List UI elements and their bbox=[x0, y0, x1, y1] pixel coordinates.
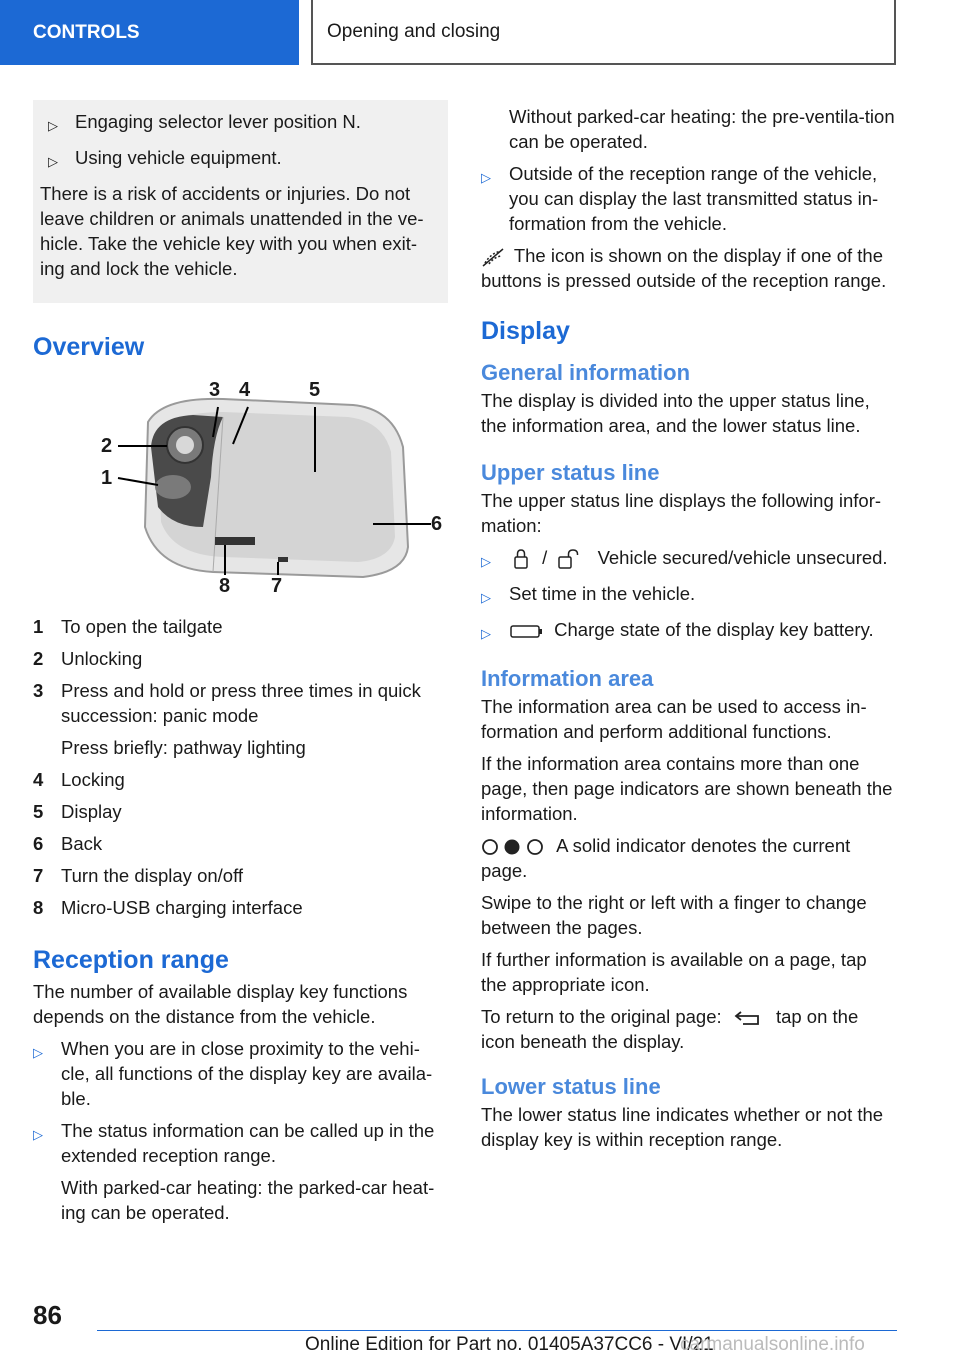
reception-text: The number of available display key functions depends on the distance from the vehicle. bbox=[33, 981, 408, 1027]
triangle-bullet-icon: ▷ bbox=[481, 554, 491, 569]
list-item: ▷ / Vehicle secured/vehicle unsecured. bbox=[481, 545, 896, 574]
overview-heading: Overview bbox=[33, 333, 145, 361]
list-item: ▷ When you are in close proximity to the vehi-cle, all functions of the display key are availa-ble. bbox=[33, 1038, 433, 1109]
list-item-note: Without parked-car heating: the pre-ventila-tion can be operated. bbox=[509, 106, 895, 152]
right-column bbox=[481, 100, 896, 1152]
figure-label: 3 bbox=[209, 379, 221, 401]
list-item: 6 Back bbox=[33, 833, 103, 854]
triangle-bullet-icon: ▷ bbox=[48, 118, 58, 133]
figure-label: 6 bbox=[431, 513, 443, 535]
reception-heading: Reception range bbox=[33, 946, 229, 974]
overview-list bbox=[33, 614, 448, 920]
section-tab: CONTROLS bbox=[0, 0, 299, 65]
display-key-illustration bbox=[63, 377, 463, 607]
general-heading: General information bbox=[481, 360, 691, 385]
figure-label: 4 bbox=[239, 379, 251, 401]
list-item-note: With parked-car heating: the parked-car heat-ing can be operated. bbox=[61, 1177, 435, 1223]
no-signal-note: The icon is shown on the display if one of the buttons is pressed outside of the reception range. bbox=[481, 245, 887, 291]
list-item: 8 Micro-USB charging interface bbox=[33, 897, 303, 918]
figure-label: 7 bbox=[271, 575, 283, 597]
lock-closed-icon bbox=[509, 548, 533, 570]
list-item-note: Press briefly: pathway lighting bbox=[61, 737, 306, 758]
battery-icon bbox=[509, 622, 545, 640]
lock-open-icon bbox=[556, 548, 588, 570]
triangle-bullet-icon: ▷ bbox=[33, 1127, 43, 1142]
warning-item: ▷ Using vehicle equipment. bbox=[40, 145, 440, 174]
list-item: 4 Locking bbox=[33, 769, 125, 790]
info-text: If further information is available on a page, tap the appropriate icon. bbox=[481, 949, 867, 995]
info-heading: Information area bbox=[481, 666, 654, 691]
page-indicators-icon bbox=[481, 837, 547, 857]
list-item: ▷ Charge state of the display key battery. bbox=[481, 617, 896, 646]
chapter-title: Opening and closing bbox=[311, 0, 896, 65]
triangle-bullet-icon: ▷ bbox=[481, 590, 491, 605]
triangle-bullet-icon: ▷ bbox=[33, 1045, 43, 1060]
list-item: 3 Press and hold or press three times in quick succession: panic mode bbox=[33, 680, 421, 726]
list-item: 1 To open the tailgate bbox=[33, 616, 223, 637]
triangle-bullet-icon: ▷ bbox=[481, 626, 491, 641]
list-item: ▷ Set time in the vehicle. bbox=[481, 581, 896, 610]
figure-label: 8 bbox=[219, 575, 231, 597]
info-text: The information area can be used to access in-formation and perform additional functions. bbox=[481, 696, 867, 742]
left-column bbox=[33, 100, 448, 1225]
display-key-figure bbox=[63, 377, 463, 607]
warning-item: ▷ Engaging selector lever position N. bbox=[40, 109, 440, 138]
general-text: The display is divided into the upper status line, the information area, and the lower status line. bbox=[481, 390, 870, 436]
display-heading: Display bbox=[481, 317, 570, 345]
watermark: carmanualsonline.info bbox=[680, 1334, 865, 1355]
back-icon bbox=[731, 1009, 767, 1027]
lower-text: The lower status line indicates whether or not the display key is within reception range. bbox=[481, 1104, 884, 1150]
upper-heading: Upper status line bbox=[481, 460, 660, 485]
figure-label: 1 bbox=[101, 467, 113, 489]
list-item: 5 Display bbox=[33, 801, 122, 822]
page-indicator-note: A solid indicator denotes the current page. bbox=[481, 835, 851, 881]
triangle-bullet-icon: ▷ bbox=[48, 154, 58, 169]
list-item: ▷ Outside of the reception range of the vehicle, you can display the last transmitted status in-formation from the vehicle. bbox=[481, 163, 879, 234]
warning-box bbox=[33, 100, 448, 303]
upper-text: The upper status line displays the following infor-mation: bbox=[481, 490, 882, 536]
no-signal-icon bbox=[481, 247, 509, 267]
upper-list bbox=[481, 545, 896, 646]
footer-rule bbox=[97, 1330, 897, 1331]
info-text: Swipe to the right or left with a finger to change between the pages. bbox=[481, 892, 867, 938]
list-item: ▷ The status information can be called up in the extended reception range. bbox=[33, 1120, 435, 1166]
list-item: 2 Unlocking bbox=[33, 648, 143, 669]
lower-heading: Lower status line bbox=[481, 1074, 661, 1099]
warning-text: There is a risk of accidents or injuries. Do not leave children or animals unattended in the ve-hicle. Take the vehicle key with you when exit-ing and lock the vehicle. bbox=[40, 183, 424, 279]
figure-label: 2 bbox=[101, 435, 113, 457]
reception-list bbox=[33, 1036, 448, 1225]
list-item: 7 Turn the display on/off bbox=[33, 865, 244, 886]
edition-text: Online Edition for Part no. 01405A37CC6 - VI/21 bbox=[305, 1334, 714, 1355]
figure-label: 5 bbox=[309, 379, 321, 401]
page-number: 86 bbox=[33, 1300, 62, 1330]
back-note: To return to the original page: tap on the icon beneath the display. bbox=[481, 1006, 859, 1052]
triangle-bullet-icon: ▷ bbox=[481, 170, 491, 185]
info-text: If the information area contains more than one page, then page indicators are shown beneath the information. bbox=[481, 753, 893, 824]
